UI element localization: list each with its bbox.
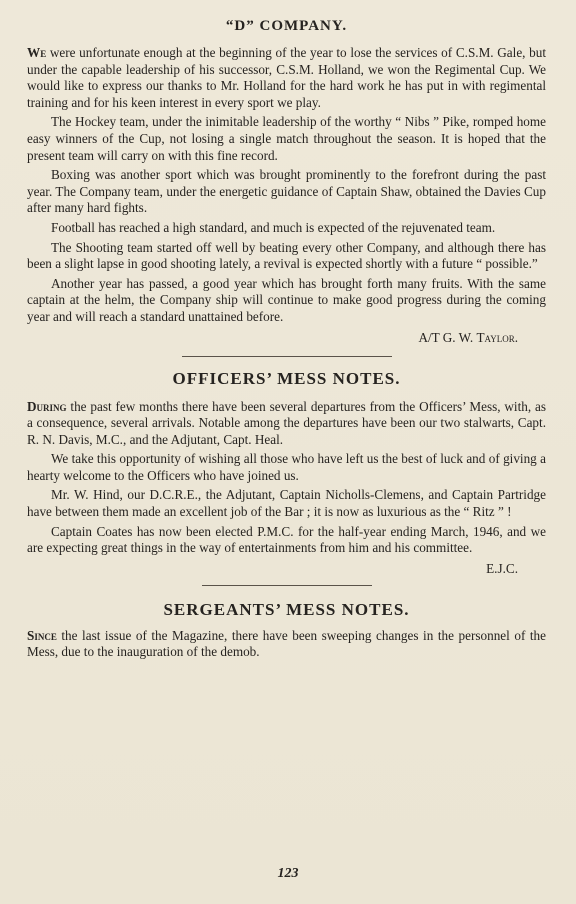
- d-company-paragraph-football: Football has reached a high standard, and much is expected of the rejuvenated team.: [51, 219, 496, 235]
- officers-mess-paragraph-4: Captain Coates has now been elected P.M.C. for the half-year ending March, 1946, and we are expecting great things in the way of entertainments from him and his committee.: [27, 523, 546, 556]
- signature-rank: A/T G. W.: [418, 329, 477, 345]
- officers-mess-paragraph-1-text: the past few months there have been several departures from the Officers’ Mess, with, as a consequence, several arrivals. Notable among the departures have been our two stalwarts, Capt. R. N. Davis, M.C., and the Adjutant, Capt. Heal.: [27, 398, 546, 447]
- d-company-section: [27, 18, 546, 346]
- d-company-paragraph-shooting: The Shooting team started off well by beating every other Company, and although there has been a slight lapse in good shooting lately, a revival is expected shortly with a future “ possible.”: [27, 239, 546, 272]
- officers-mess-heading: OFFICERS’ MESS NOTES.: [172, 368, 401, 388]
- sergeants-mess-section: [27, 600, 546, 661]
- section-divider: [202, 585, 372, 586]
- d-company-heading: “D” COMPANY.: [225, 18, 348, 34]
- d-company-paragraph-closing: Another year has passed, a good year which has brought forth many fruits. With the same captain at the helm, the Company ship will continue to make good progress during the coming year and will reach a standard unattained before.: [27, 275, 546, 324]
- d-company-paragraph-hockey: The Hockey team, under the inimitable leadership of the worthy “ Nibs ” Pike, romped home easy winners of the Cup, not losing a single match throughout the season. It is hoped that the present team will carry on with this fine record.: [27, 114, 546, 163]
- page-number: 123: [277, 866, 299, 881]
- d-company-paragraph-1-text: were unfortunate enough at the beginning of the year to lose the services of C.S.M. Gale, but under the capable leadership of his successor, C.S.M. Holland, we won the Regimental Cup. We would like to express our thanks to Mr. Holland for the hard work he has put in with regimental training and for his keen interest in every sport we play.: [27, 45, 546, 110]
- sergeants-mess-paragraph-1-text: the last issue of the Magazine, there have been sweeping changes in the personnel of the Mess, due to the inauguration of the demob.: [27, 627, 546, 660]
- sergeants-mess-lead-word: Since: [27, 627, 57, 643]
- officers-mess-paragraph-1: [27, 399, 546, 449]
- sergeants-mess-paragraph-1: [27, 628, 546, 661]
- officers-mess-paragraph-3: Mr. W. Hind, our D.C.R.E., the Adjutant, Captain Nicholls-Clemens, and Captain Partridge have between them made an excellent job of the Bar ; it is now as luxurious as the “ Ritz ” !: [27, 487, 546, 520]
- section-divider: [182, 356, 392, 357]
- officers-mess-section: [27, 369, 546, 577]
- officers-mess-lead-word: During: [27, 398, 67, 414]
- officers-mess-paragraph-2: We take this opportunity of wishing all those who have left us the best of luck and of giving a hearty welcome to the Officers who have joined us.: [27, 451, 546, 483]
- officers-mess-signature: E.J.C.: [486, 560, 518, 576]
- sergeants-mess-heading: SERGEANTS’ MESS NOTES.: [163, 599, 410, 619]
- signature-name: Taylor.: [476, 329, 518, 345]
- d-company-paragraph-boxing: Boxing was another sport which was brought prominently to the forefront during the past year. The Company team, under the energetic guidance of Captain Shaw, obtained the Davies Cup after many hard fights.: [27, 167, 546, 216]
- d-company-paragraph-1: [27, 45, 546, 111]
- d-company-lead-word: We: [27, 45, 47, 60]
- d-company-signature: [27, 329, 518, 346]
